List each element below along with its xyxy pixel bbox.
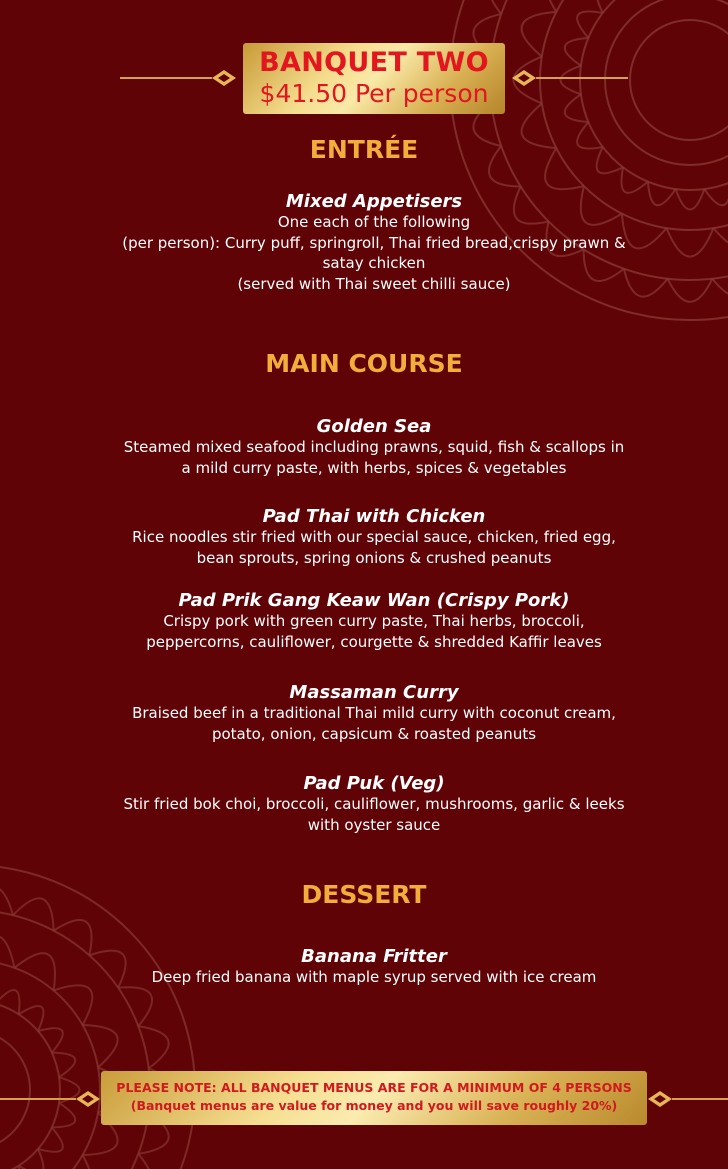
item-description: Rice noodles stir fried with our special sauce, chicken, fried egg, bean sprouts, spring onions & crushed peanuts xyxy=(132,528,616,567)
title-banner xyxy=(243,43,505,114)
section-heading-entree: ENTRÉE xyxy=(309,135,419,164)
banquet-price: $41.50 Per person xyxy=(259,79,489,108)
item-name: Mixed Appetisers xyxy=(285,191,463,212)
note-left-flourish-icon xyxy=(0,1087,104,1111)
left-flourish-icon xyxy=(120,66,240,90)
item-name: Golden Sea xyxy=(316,416,432,437)
right-flourish-icon xyxy=(508,66,628,90)
item-description: Deep fried banana with maple syrup served with ice cream xyxy=(151,968,597,986)
item-description: Crispy pork with green curry paste, Thai herbs, broccoli, peppercorns, cauliflower, courgette & shredded Kaffir leaves xyxy=(146,612,602,651)
banquet-title: BANQUET TWO xyxy=(259,47,489,78)
note-right-flourish-icon xyxy=(644,1087,728,1111)
item-name: Pad Thai with Chicken xyxy=(262,506,486,527)
item-name: Pad Puk (Veg) xyxy=(303,773,445,794)
item-description: One each of the following (per person): Curry puff, springroll, Thai fried bread,crispy prawn & satay chicken (served with Thai sweet chilli sauce) xyxy=(122,213,626,293)
section-heading-dessert: DESSERT xyxy=(301,880,427,909)
note-line-2: (Banquet menus are value for money and you will save roughly 20%) xyxy=(130,1098,618,1113)
note-line-1: PLEASE NOTE: ALL BANQUET MENUS ARE FOR A MINIMUM OF 4 PERSONS xyxy=(116,1080,632,1095)
item-name: Massaman Curry xyxy=(289,682,459,703)
minimum-persons-note xyxy=(101,1071,647,1125)
item-name: Pad Prik Gang Keaw Wan (Crispy Pork) xyxy=(178,590,570,611)
menu-item-massaman-curry xyxy=(60,682,688,744)
item-name: Banana Fritter xyxy=(301,946,447,967)
item-description: Braised beef in a traditional Thai mild curry with coconut cream, potato, onion, capsicum & roasted peanuts xyxy=(132,704,616,743)
menu-item-pad-thai-chicken xyxy=(60,506,688,568)
item-description: Stir fried bok choi, broccoli, cauliflower, mushrooms, garlic & leeks with oyster sauce xyxy=(123,795,625,834)
section-heading-main-course: MAIN COURSE xyxy=(265,349,463,378)
menu-item-pad-puk-veg xyxy=(60,773,688,835)
item-description: Steamed mixed seafood including prawns, squid, fish & scallops in a mild curry paste, with herbs, spices & vegetables xyxy=(123,438,625,477)
menu-item-pad-prik-gang-keaw-wan xyxy=(60,590,688,652)
menu-item-mixed-appetisers xyxy=(60,191,688,294)
menu-item-banana-fritter xyxy=(60,946,688,988)
menu-item-golden-sea xyxy=(60,416,688,478)
